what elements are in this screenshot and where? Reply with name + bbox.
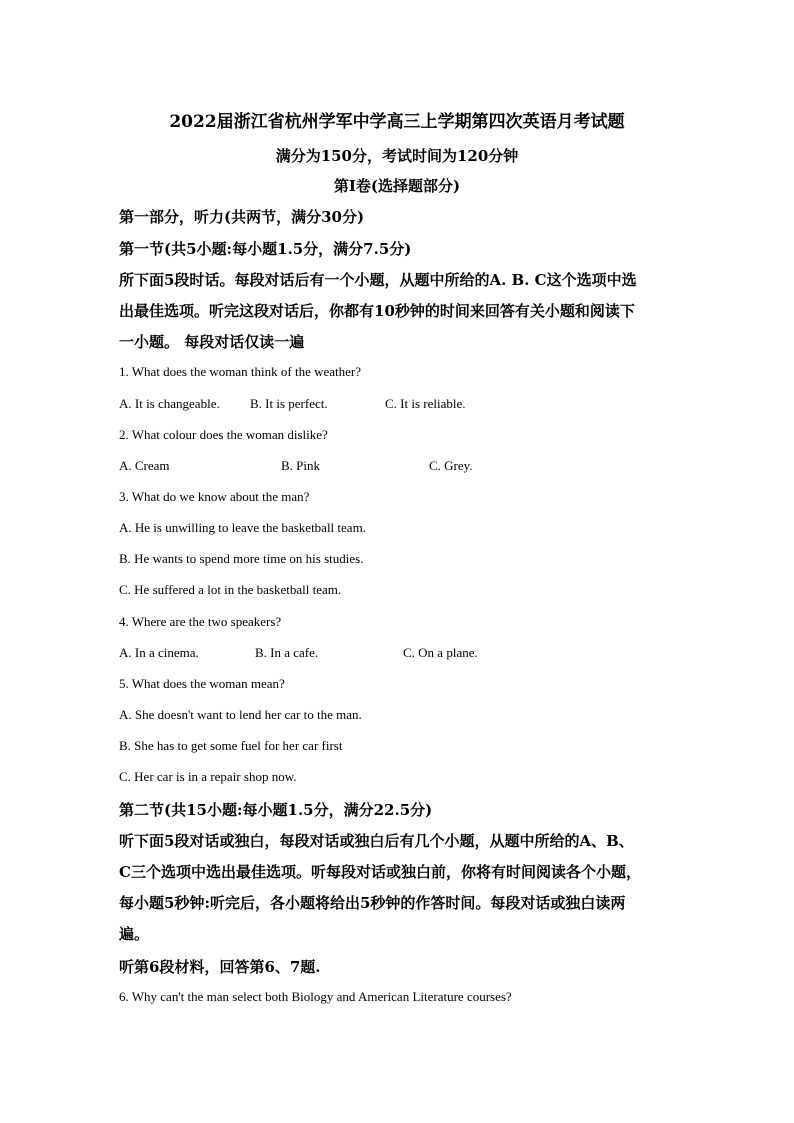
material-6-note: 听第6段材料，回答第6、7题. — [119, 958, 321, 976]
question-3-option-a: A. He is unwilling to leave the basketball team. — [119, 520, 366, 535]
section2-instructions-line-3: 每小题5秒钟:听完后，各小题将给出5秒钟的作答时间。每段对话或独白读两 — [119, 894, 626, 912]
question-3-option-b: B. He wants to spend more time on his studies. — [119, 551, 364, 566]
question-2-stem: 2. What colour does the woman dislike? — [119, 427, 328, 442]
section1-instructions-line-2: 出最佳选项。听完这段对话后，你都有10秒钟的时间来回答有关小题和阅读下 — [119, 302, 635, 320]
section2-heading: 第二节(共15小题:每小题1.5分，满分22.5分) — [119, 801, 433, 819]
score-time-note: 满分为150分，考试时间为120分钟 — [275, 147, 519, 165]
section1-instructions-line-3: 一小题。 每段对话仅读一遍 — [119, 333, 305, 351]
volume-heading: 第I卷(选择题部分) — [333, 177, 461, 195]
question-4-option-a: A. In a cinema. — [119, 645, 199, 660]
question-4-option-b: B. In a cafe. — [255, 645, 319, 660]
page-title: 2022届浙江省杭州学军中学高三上学期第四次英语月考试题 — [169, 112, 625, 132]
section2-instructions-line-2: C三个选项中选出最佳选项。听每段对话或独白前，你将有时间阅读各个小题， — [119, 863, 641, 881]
question-5-option-a: A. She doesn't want to lend her car to the man. — [119, 707, 362, 722]
question-2-option-a: A. Cream — [119, 458, 170, 473]
question-1-stem: 1. What does the woman think of the weather? — [119, 364, 361, 379]
question-4-stem: 4. Where are the two speakers? — [119, 614, 282, 629]
section1-instructions-line-1: 所下面5段时话。每段对话后有一个小题，从题中所给的A. B. C这个选项中选 — [119, 271, 637, 289]
section1-heading: 第一节(共5小题:每小题1.5分，满分7.5分) — [119, 240, 412, 258]
question-3-stem: 3. What do we know about the man? — [119, 489, 310, 504]
question-5-option-c: C. Her car is in a repair shop now. — [119, 769, 297, 784]
question-4-option-c: C. On a plane. — [403, 645, 478, 660]
question-1-option-c: C. It is reliable. — [385, 396, 466, 411]
question-5-stem: 5. What does the woman mean? — [119, 676, 285, 691]
question-5-option-b: B. She has to get some fuel for her car first — [119, 738, 343, 753]
section2-instructions-line-1: 听下面5段对话或独白，每段对话或独白后有几个小题，从题中所给的A、B、 — [119, 832, 634, 850]
question-2-option-c: C. Grey. — [429, 458, 473, 473]
question-2-option-b: B. Pink — [281, 458, 321, 473]
question-6-stem: 6. Why can't the man select both Biology and American Literature courses? — [119, 989, 512, 1004]
question-1-option-b: B. It is perfect. — [250, 396, 328, 411]
part1-heading: 第一部分，听力(共两节，满分30分) — [119, 208, 365, 226]
question-1-option-a: A. It is changeable. — [119, 396, 220, 411]
section2-instructions-line-4: 遍。 — [119, 925, 150, 943]
question-3-option-c: C. He suffered a lot in the basketball team. — [119, 582, 342, 597]
